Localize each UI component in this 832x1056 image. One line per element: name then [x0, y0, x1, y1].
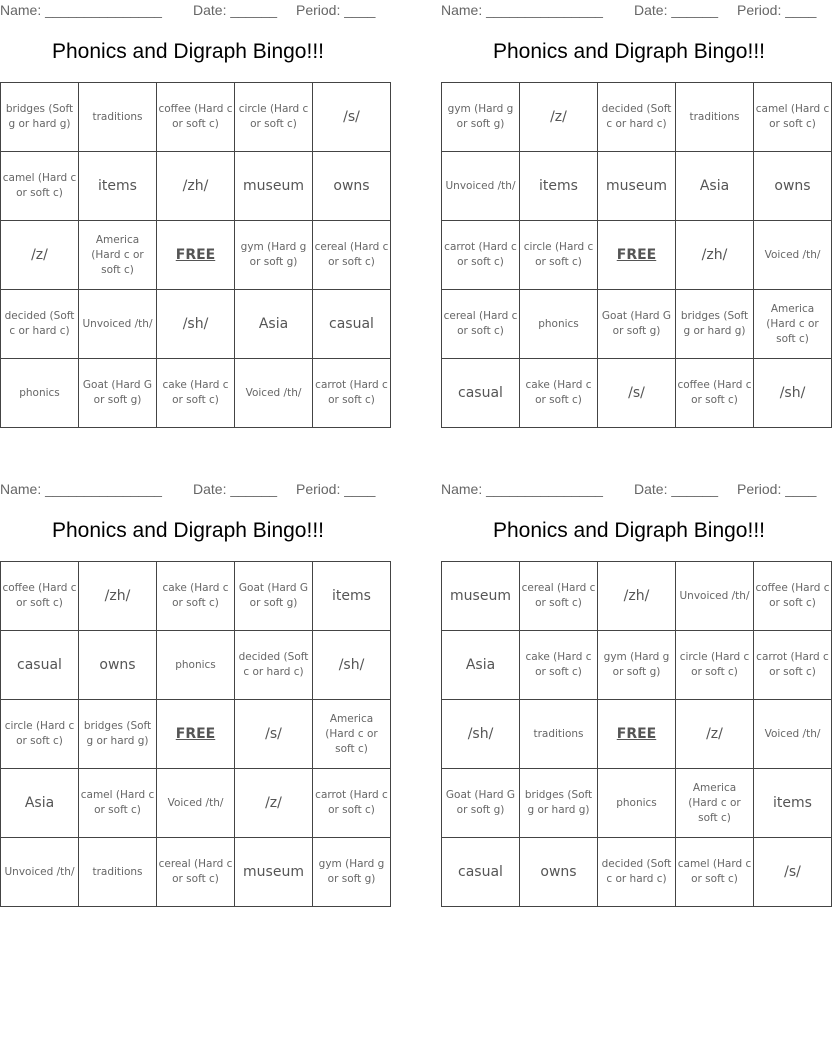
bingo-cell: /zh/: [676, 221, 754, 290]
bingo-cell: coffee (Hard c or soft c): [1, 562, 79, 631]
bingo-row: [1, 769, 391, 838]
bingo-cell: /sh/: [754, 359, 832, 428]
bingo-cell: /zh/: [157, 152, 235, 221]
bingo-cell: cake (Hard c or soft c): [520, 359, 598, 428]
bingo-row: [1, 838, 391, 907]
bingo-cell: casual: [442, 359, 520, 428]
bingo-cell: /sh/: [313, 631, 391, 700]
bingo-cell: phonics: [1, 359, 79, 428]
card-header: [0, 481, 380, 499]
bingo-cell: circle (Hard c or soft c): [676, 631, 754, 700]
bingo-row: [1, 152, 391, 221]
bingo-cell: /s/: [313, 83, 391, 152]
free-space: FREE: [598, 700, 676, 769]
bingo-row: [442, 631, 832, 700]
bingo-row: [442, 838, 832, 907]
bingo-cell: Asia: [1, 769, 79, 838]
bingo-cell: cereal (Hard c or soft c): [520, 562, 598, 631]
bingo-cell: camel (Hard c or soft c): [676, 838, 754, 907]
bingo-cell: cereal (Hard c or soft c): [313, 221, 391, 290]
bingo-cell: Asia: [235, 290, 313, 359]
bingo-row: [442, 152, 832, 221]
bingo-cell: decided (Soft c or hard c): [598, 83, 676, 152]
bingo-cell: camel (Hard c or soft c): [1, 152, 79, 221]
bingo-cell: America (Hard c or soft c): [676, 769, 754, 838]
bingo-cell: Goat (Hard G or soft g): [442, 769, 520, 838]
bingo-cell: owns: [754, 152, 832, 221]
date-field: Date: ______: [634, 481, 719, 497]
bingo-cell: cereal (Hard c or soft c): [157, 838, 235, 907]
bingo-cell: traditions: [79, 838, 157, 907]
bingo-cell: Unvoiced /th/: [79, 290, 157, 359]
bingo-cell: bridges (Soft g or hard g): [676, 290, 754, 359]
bingo-cell: bridges (Soft g or hard g): [1, 83, 79, 152]
bingo-cell: America (Hard c or soft c): [79, 221, 157, 290]
bingo-cell: bridges (Soft g or hard g): [79, 700, 157, 769]
name-field: Name: _______________: [0, 2, 162, 18]
bingo-cell: cereal (Hard c or soft c): [442, 290, 520, 359]
bingo-row: [1, 359, 391, 428]
bingo-cell: Unvoiced /th/: [1, 838, 79, 907]
bingo-cell: /zh/: [79, 562, 157, 631]
bingo-cell: gym (Hard g or soft g): [313, 838, 391, 907]
bingo-cell: /z/: [235, 769, 313, 838]
bingo-cell: cake (Hard c or soft c): [157, 562, 235, 631]
bingo-row: [442, 769, 832, 838]
bingo-cell: museum: [442, 562, 520, 631]
bingo-cell: Asia: [676, 152, 754, 221]
bingo-row: [442, 562, 832, 631]
name-field: Name: _______________: [0, 481, 162, 497]
bingo-cell: Voiced /th/: [754, 700, 832, 769]
bingo-cell: Goat (Hard G or soft g): [79, 359, 157, 428]
bingo-row: [1, 290, 391, 359]
bingo-cell: America (Hard c or soft c): [313, 700, 391, 769]
bingo-cell: circle (Hard c or soft c): [1, 700, 79, 769]
bingo-cell: phonics: [520, 290, 598, 359]
bingo-cell: museum: [598, 152, 676, 221]
card-header: [0, 2, 380, 20]
bingo-cell: /zh/: [598, 562, 676, 631]
bingo-cell: items: [754, 769, 832, 838]
date-field: Date: ______: [193, 481, 278, 497]
period-field: Period: ____: [737, 481, 817, 497]
bingo-cell: circle (Hard c or soft c): [235, 83, 313, 152]
bingo-cell: coffee (Hard c or soft c): [157, 83, 235, 152]
bingo-cell: decided (Soft c or hard c): [598, 838, 676, 907]
period-field: Period: ____: [737, 2, 817, 18]
date-field: Date: ______: [193, 2, 278, 18]
bingo-cell: /sh/: [157, 290, 235, 359]
bingo-cell: Asia: [442, 631, 520, 700]
bingo-cell: /s/: [235, 700, 313, 769]
free-space: FREE: [157, 221, 235, 290]
bingo-cell: Unvoiced /th/: [442, 152, 520, 221]
bingo-cell: Goat (Hard G or soft g): [598, 290, 676, 359]
bingo-cell: /s/: [754, 838, 832, 907]
bingo-cell: Voiced /th/: [157, 769, 235, 838]
bingo-cell: carrot (Hard c or soft c): [313, 359, 391, 428]
bingo-cell: phonics: [157, 631, 235, 700]
bingo-cell: America (Hard c or soft c): [754, 290, 832, 359]
bingo-row: [442, 83, 832, 152]
free-space: FREE: [157, 700, 235, 769]
bingo-cell: camel (Hard c or soft c): [79, 769, 157, 838]
bingo-cell: cake (Hard c or soft c): [157, 359, 235, 428]
bingo-cell: traditions: [520, 700, 598, 769]
bingo-cell: circle (Hard c or soft c): [520, 221, 598, 290]
card-title: Phonics and Digraph Bingo!!!: [51, 519, 324, 542]
bingo-cell: items: [520, 152, 598, 221]
card-title: Phonics and Digraph Bingo!!!: [51, 40, 324, 63]
card-header: [441, 481, 821, 499]
card-title: Phonics and Digraph Bingo!!!: [492, 40, 765, 63]
card-header: [441, 2, 821, 20]
bingo-cell: owns: [79, 631, 157, 700]
name-field: Name: _______________: [441, 481, 603, 497]
bingo-row: [1, 83, 391, 152]
bingo-grid: [441, 82, 832, 428]
bingo-cell: Goat (Hard G or soft g): [235, 562, 313, 631]
bingo-cell: Voiced /th/: [235, 359, 313, 428]
bingo-cell: items: [313, 562, 391, 631]
bingo-grid: [0, 82, 391, 428]
bingo-cell: cake (Hard c or soft c): [520, 631, 598, 700]
bingo-cell: owns: [313, 152, 391, 221]
bingo-cell: decided (Soft c or hard c): [1, 290, 79, 359]
name-field: Name: _______________: [441, 2, 603, 18]
bingo-cell: casual: [442, 838, 520, 907]
bingo-cell: /sh/: [442, 700, 520, 769]
bingo-cell: casual: [313, 290, 391, 359]
bingo-cell: bridges (Soft g or hard g): [520, 769, 598, 838]
bingo-cell: museum: [235, 152, 313, 221]
card-title: Phonics and Digraph Bingo!!!: [492, 519, 765, 542]
bingo-cell: /z/: [1, 221, 79, 290]
period-field: Period: ____: [296, 2, 376, 18]
period-field: Period: ____: [296, 481, 376, 497]
bingo-cell: carrot (Hard c or soft c): [754, 631, 832, 700]
bingo-cell: items: [79, 152, 157, 221]
bingo-cell: traditions: [676, 83, 754, 152]
bingo-grid: [0, 561, 391, 907]
bingo-row: [1, 221, 391, 290]
bingo-cell: gym (Hard g or soft g): [598, 631, 676, 700]
bingo-cell: phonics: [598, 769, 676, 838]
bingo-row: [1, 700, 391, 769]
bingo-cell: /z/: [520, 83, 598, 152]
bingo-cell: /s/: [598, 359, 676, 428]
bingo-cell: coffee (Hard c or soft c): [676, 359, 754, 428]
bingo-cell: casual: [1, 631, 79, 700]
bingo-cell: camel (Hard c or soft c): [754, 83, 832, 152]
bingo-cell: carrot (Hard c or soft c): [442, 221, 520, 290]
bingo-cell: decided (Soft c or hard c): [235, 631, 313, 700]
bingo-cell: museum: [235, 838, 313, 907]
bingo-row: [1, 631, 391, 700]
bingo-cell: owns: [520, 838, 598, 907]
bingo-row: [1, 562, 391, 631]
bingo-cell: traditions: [79, 83, 157, 152]
bingo-row: [442, 290, 832, 359]
bingo-cell: Unvoiced /th/: [676, 562, 754, 631]
bingo-cell: gym (Hard g or soft g): [442, 83, 520, 152]
date-field: Date: ______: [634, 2, 719, 18]
bingo-row: [442, 359, 832, 428]
bingo-cell: gym (Hard g or soft g): [235, 221, 313, 290]
bingo-cell: coffee (Hard c or soft c): [754, 562, 832, 631]
bingo-row: [442, 221, 832, 290]
bingo-cell: Voiced /th/: [754, 221, 832, 290]
free-space: FREE: [598, 221, 676, 290]
bingo-row: [442, 700, 832, 769]
bingo-cell: /z/: [676, 700, 754, 769]
bingo-grid: [441, 561, 832, 907]
bingo-cell: carrot (Hard c or soft c): [313, 769, 391, 838]
